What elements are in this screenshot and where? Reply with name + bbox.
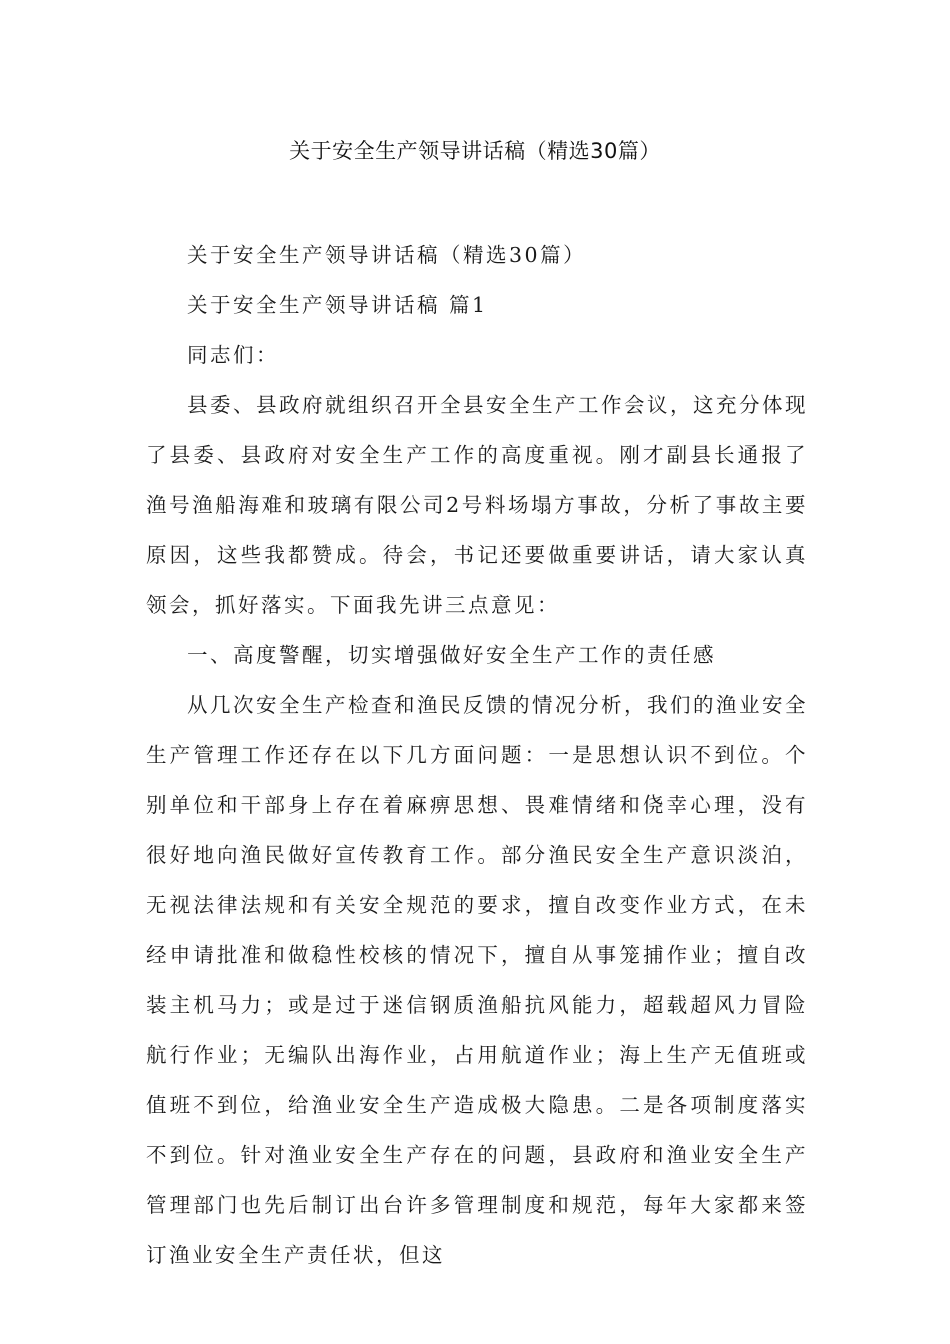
document-title: 关于安全生产领导讲话稿（精选30篇） [289, 139, 661, 163]
paragraph-intro: 县委、县政府就组织召开全县安全生产工作会议，这充分体现了县委、县政府对安全生产工作的高度重视。刚才副县长通报了渔号渔船海难和玻璃有限公司2号料场塌方事故，分析了事故主要原因，这些我都赞成。待会，书记还要做重要讲话，请大家认真领会，抓好落实。下面我先讲三点意见： [146, 393, 808, 617]
document-body [146, 230, 808, 1280]
paragraph-point-one-body: 从几次安全生产检查和渔民反馈的情况分析，我们的渔业安全生产管理工作还存在以下几方面问题：一是思想认识不到位。个别单位和干部身上存在着麻痹思想、畏难情绪和侥幸心理，没有很好地向渔民做好宣传教育工作。部分渔民安全生产意识淡泊，无视法律法规和有关安全规范的要求，擅自改变作业方式，在未经申请批准和做稳性校核的情况下，擅自从事笼捕作业；擅自改装主机马力；或是过于迷信钢质渔船抗风能力，超载超风力冒险航行作业；无编队出海作业，占用航道作业；海上生产无值班或值班不到位，给渔业安全生产造成极大隐患。二是各项制度落实不到位。针对渔业安全生产存在的问题，县政府和渔业安全生产管理部门也先后制订出台许多管理制度和规范，每年大家都来签订渔业安全生产责任状，但这 [146, 693, 808, 1267]
paragraph-salutation: 同志们： [187, 343, 279, 367]
paragraph-heading-repeat: 关于安全生产领导讲话稿（精选30篇） [187, 243, 587, 267]
paragraph-section-title: 关于安全生产领导讲话稿 篇1 [187, 293, 488, 317]
paragraph-point-one-heading: 一、高度警醒，切实增强做好安全生产工作的责任感 [187, 643, 716, 667]
